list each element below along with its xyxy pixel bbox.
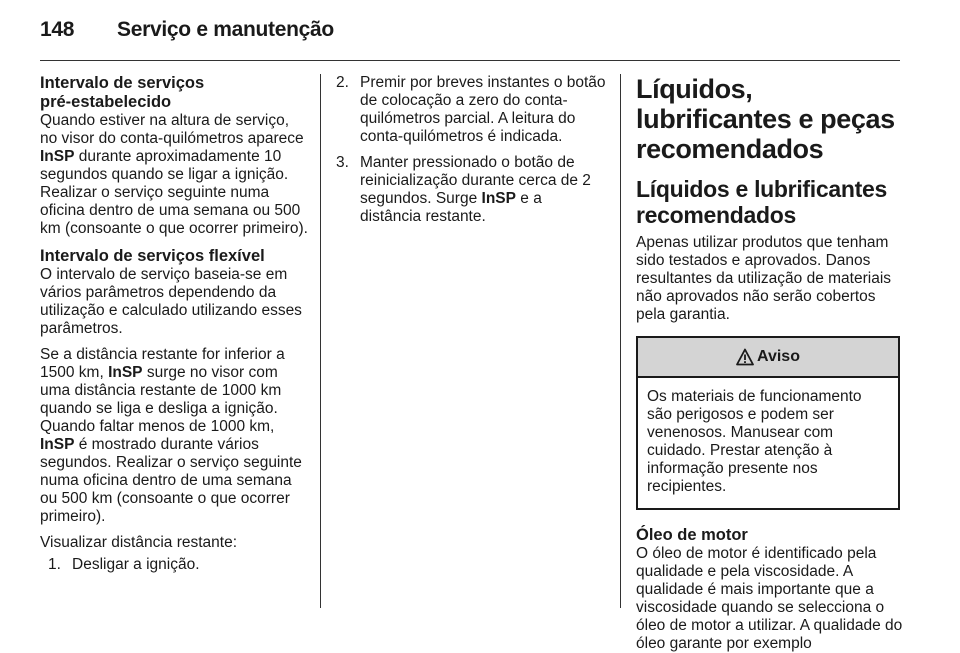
section-title-flexible-interval: Intervalo de serviços flexível [40, 247, 265, 265]
steps-list-start [40, 556, 308, 574]
chapter-title: Serviço e manutenção [117, 18, 334, 41]
page-header [40, 18, 900, 58]
insp-code: InSP [108, 364, 143, 381]
section-heading-fluids: Líquidos e lubrificantes recomendados [636, 176, 887, 228]
preset-interval-text: Quando estiver na altura de serviço, no visor do conta-quilómetros aparece InSP durante aproximadamente 10 segundos quando se ligar a ignição. Realizar o serviço seguinte numa oficina dentro de uma semana ou 500 km (consoante o que ocorrer primeiro). [40, 112, 308, 237]
section-title-engine-oil: Óleo de motor [636, 526, 748, 544]
flexible-interval-text-2: Se a distância restante for inferior a 1500 km, InSP surge no visor com uma distância restante de 1000 km quando se liga e desliga a ignição. Quando faltar menos de 1000 km, InSP é mostrado durante vários segundos. Realizar o serviço seguinte numa oficina dentro de uma semana ou 500 km (consoante o que ocorrer primeiro). [40, 346, 302, 525]
chapter-heading: Líquidos, lubrificantes e peças recomendados [636, 74, 895, 164]
column-right [636, 74, 904, 653]
list-item: 3. Manter pressionado o botão de reinicialização durante cerca de 2 segundos. Surge InSP e a distância restante. [336, 154, 591, 225]
list-item: 2. Premir por breves instantes o botão de colocação a zero do conta-quilómetros parcial. A leitura do conta-quilómetros é indicada. [336, 74, 606, 145]
column-left [40, 74, 308, 574]
warning-title: Aviso [757, 348, 800, 365]
insp-code: InSP [481, 190, 516, 207]
remaining-distance-intro: Visualizar distância restante: [40, 534, 238, 551]
insp-code: InSP [40, 436, 75, 453]
engine-oil-text: O óleo de motor é identificado pela qualidade e pela viscosidade. A qualidade é mais importante que a viscosidade quando se selecciona o óleo de motor a utilizar. A qualidade do óleo garante por exemplo [636, 545, 903, 652]
warning-text: Os materiais de funcionamento são perigosos e podem ser venenosos. Manusear com cuidado. Prestar atenção à informação presente nos recipientes. [647, 388, 862, 495]
section-title-preset-interval: Intervalo de serviços pré-estabelecido [40, 74, 205, 111]
page-number: 148 [40, 18, 75, 41]
column-divider-right [620, 74, 621, 608]
fluids-intro-text: Apenas utilizar produtos que tenham sido testados e aprovados. Danos resultantes da utilização de materiais não aprovados não serão cobertos pela garantia. [636, 234, 892, 323]
header-rule [40, 60, 900, 61]
warning-header [638, 338, 898, 378]
list-item: 1. Desligar a ignição. [48, 556, 200, 573]
warning-box [636, 336, 900, 510]
flexible-interval-text-1: O intervalo de serviço baseia-se em vários parâmetros dependendo da utilização e calculado utilizando esses parâmetros. [40, 266, 302, 337]
warning-triangle-icon [736, 348, 754, 366]
steps-list-continued [336, 74, 606, 226]
column-divider-left [320, 74, 321, 608]
column-middle [336, 74, 606, 226]
insp-code: InSP [40, 148, 75, 165]
